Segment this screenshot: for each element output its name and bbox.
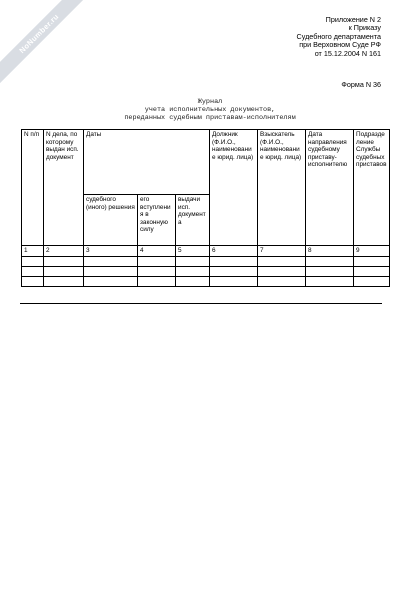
table-cell [84, 266, 138, 276]
header-line: от 15.12.2004 N 161 [314, 48, 381, 58]
table-cell [354, 276, 390, 286]
sub-decision-header: судебного (иного) решения [84, 195, 138, 246]
table-cell [258, 276, 306, 286]
table-cell [306, 276, 354, 286]
table-cell [210, 266, 258, 276]
sub-issue-header: выдачи исп. документа [176, 195, 210, 246]
col-creditor-header: Взыскатель (Ф.И.О., наименование юрид. лица) [258, 130, 306, 246]
column-number: 2 [44, 246, 84, 257]
header-line: при Верховном Суде РФ [299, 40, 381, 50]
table-cell [138, 276, 176, 286]
table-cell [22, 256, 44, 266]
table-cell [22, 276, 44, 286]
table-cell [84, 276, 138, 286]
table-header-row [22, 130, 390, 195]
table-cell [44, 256, 84, 266]
table-cell [258, 256, 306, 266]
watermark-ribbon: NoNumber.ru [0, 0, 90, 85]
column-number: 9 [354, 246, 390, 257]
table-cell [22, 266, 44, 276]
table-cell [210, 276, 258, 286]
header-line: Судебного департамента [296, 31, 381, 41]
table-cell [258, 266, 306, 276]
table-cell [210, 256, 258, 266]
journal-table [21, 129, 390, 287]
journal-title [0, 98, 420, 122]
table-cell [176, 256, 210, 266]
table-row [22, 276, 390, 286]
column-number-row [22, 246, 390, 257]
column-number: 6 [210, 246, 258, 257]
table-cell [306, 256, 354, 266]
table-cell [44, 266, 84, 276]
form-number: Форма N 36 [341, 80, 381, 89]
appendix-header [297, 16, 381, 58]
table-cell [176, 276, 210, 286]
table-row [22, 266, 390, 276]
col-number-header: N п/п [22, 130, 44, 246]
table-cell [44, 276, 84, 286]
col-sent-date-header: Дата направления судебному приставу-исполнителю [306, 130, 354, 246]
table-cell [138, 256, 176, 266]
bottom-divider [20, 303, 382, 304]
column-number: 4 [138, 246, 176, 257]
header-line: Приложение N 2 [325, 15, 381, 24]
title-line: учета исполнительных документов, [144, 106, 276, 114]
header-line: к Приказу [348, 23, 381, 33]
col-unit-header: Подразделение Службы судебных приставов [354, 130, 390, 246]
table-cell [306, 266, 354, 276]
column-number: 8 [306, 246, 354, 257]
title-line: Журнал [197, 98, 223, 106]
col-dates-header: Даты [84, 130, 210, 195]
sub-effect-header: его вступления в законную силу [138, 195, 176, 246]
table-cell [176, 266, 210, 276]
table-cell [84, 256, 138, 266]
column-number: 1 [22, 246, 44, 257]
column-number: 3 [84, 246, 138, 257]
column-number: 5 [176, 246, 210, 257]
column-number: 7 [258, 246, 306, 257]
col-case-header: N дела, по которому выдан исп. документ [44, 130, 84, 246]
table-cell [138, 266, 176, 276]
table-cell [354, 256, 390, 266]
table-cell [354, 266, 390, 276]
title-line: переданных судебным приставам-исполнителям [124, 114, 296, 122]
col-debtor-header: Должник (Ф.И.О., наименование юрид. лица) [210, 130, 258, 246]
table-row [22, 256, 390, 266]
